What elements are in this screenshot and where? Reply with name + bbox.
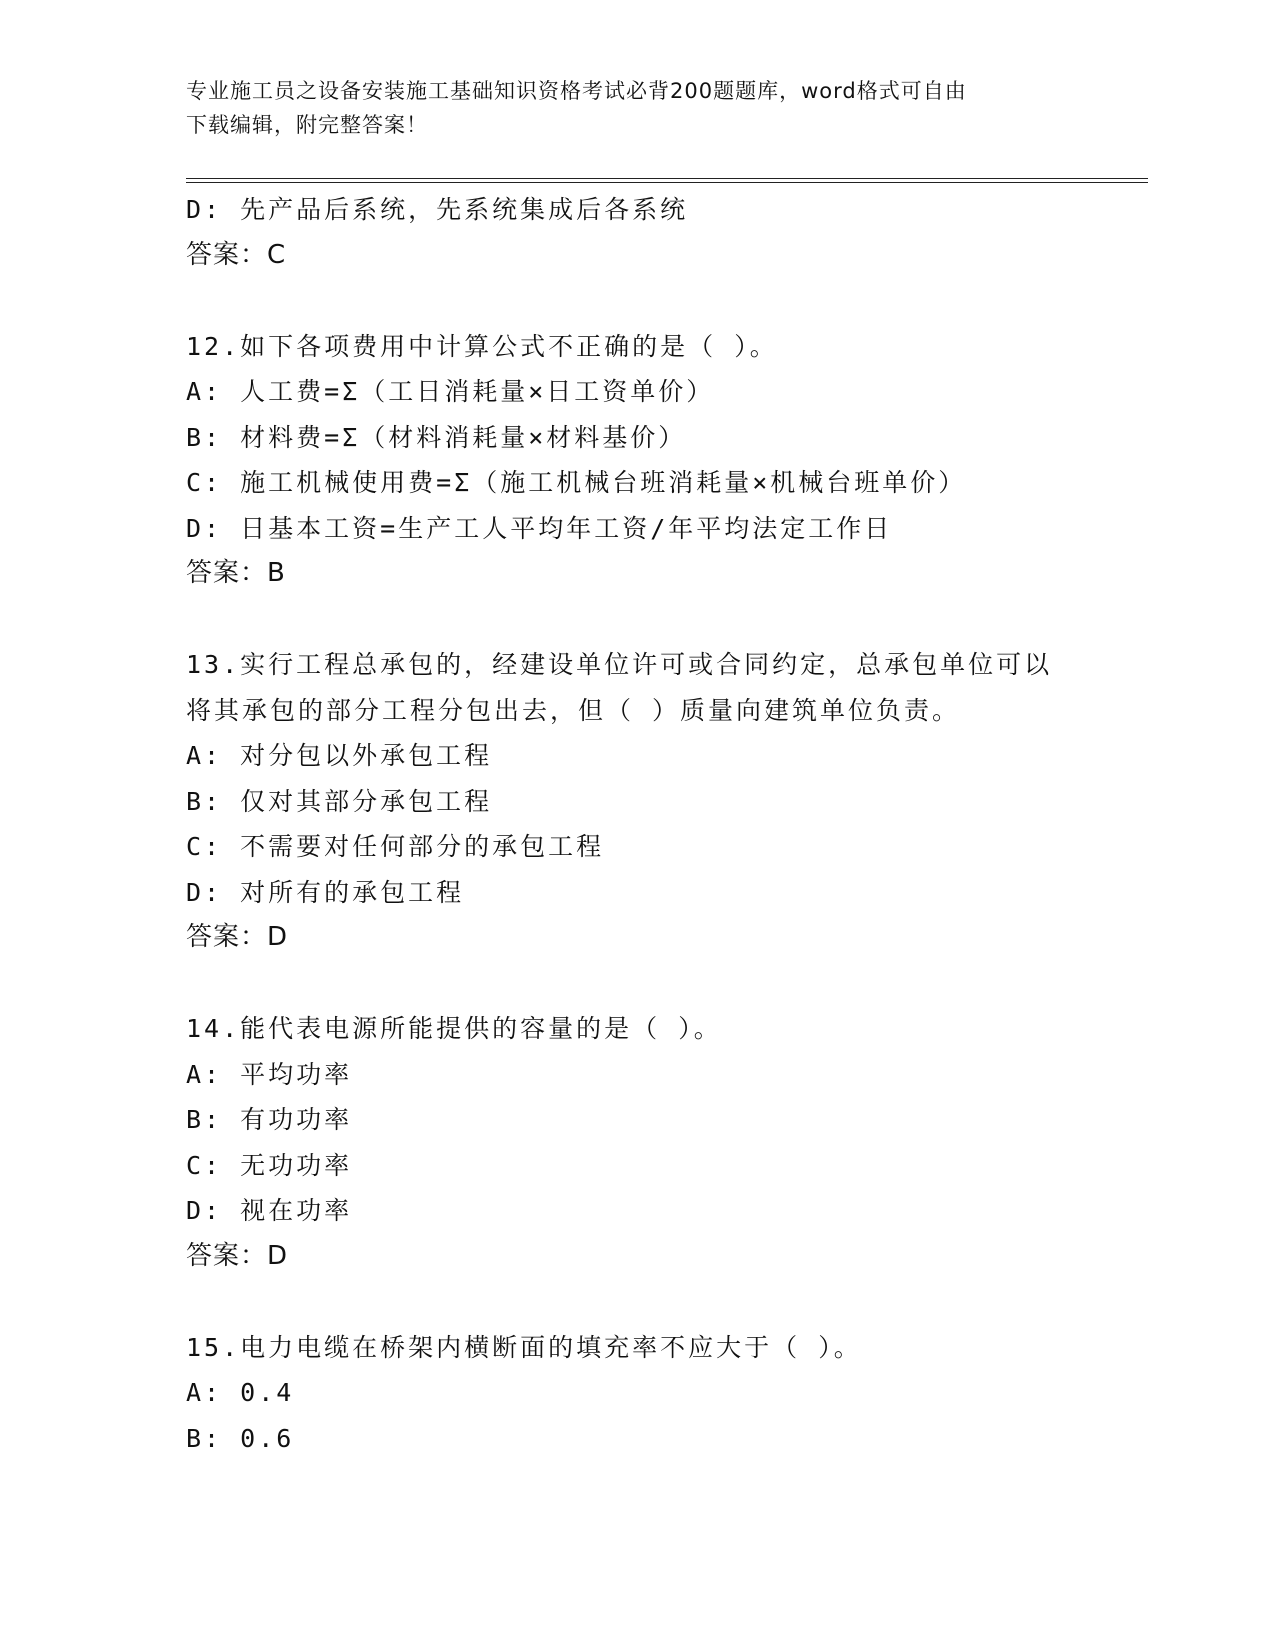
option-d: D: 先产品后系统，先系统集成后各系统 bbox=[186, 195, 689, 224]
header-divider bbox=[186, 178, 1148, 183]
answer-line: 答案：B bbox=[186, 558, 286, 588]
option-b: B: 仅对其部分承包工程 bbox=[186, 786, 493, 816]
option-a: A: 对分包以外承包工程 bbox=[186, 741, 493, 770]
question-15 bbox=[186, 1325, 1086, 1462]
answer-line: 答案：D bbox=[186, 922, 289, 952]
question-stem: 12.如下各项费用中计算公式不正确的是（ ）。 bbox=[186, 331, 778, 361]
option-b: B: 0.6 bbox=[186, 1423, 295, 1453]
answer-line: 答案：D bbox=[186, 1240, 289, 1271]
answer-line: 答案：C bbox=[186, 239, 287, 270]
option-b: B: 有功功率 bbox=[186, 1105, 353, 1134]
question-14 bbox=[186, 1006, 1086, 1279]
question-fragment bbox=[186, 187, 1086, 278]
question-stem-line-2: 将其承包的部分工程分包出去，但（ ）质量向建筑单位负责。 bbox=[186, 695, 961, 725]
question-list bbox=[186, 187, 1086, 1461]
option-c: C: 无功功率 bbox=[186, 1150, 353, 1180]
option-a: A: 平均功率 bbox=[186, 1059, 353, 1089]
document-header bbox=[186, 74, 1066, 142]
question-stem: 14.能代表电源所能提供的容量的是（ ）。 bbox=[186, 1014, 722, 1043]
option-c: C: 施工机械使用费=Σ（施工机械台班消耗量×机械台班单价） bbox=[186, 468, 967, 497]
question-12 bbox=[186, 324, 1086, 597]
option-c: C: 不需要对任何部分的承包工程 bbox=[186, 832, 605, 861]
question-13 bbox=[186, 642, 1086, 961]
option-d: D: 日基本工资=生产工人平均年工资/年平均法定工作日 bbox=[186, 513, 893, 543]
option-d: D: 视在功率 bbox=[186, 1196, 353, 1225]
option-a: A: 0.4 bbox=[186, 1378, 295, 1407]
option-d: D: 对所有的承包工程 bbox=[186, 877, 465, 907]
header-title-line-2: 下载编辑，附完整答案！ bbox=[186, 113, 428, 137]
header-title-line-1: 专业施工员之设备安装施工基础知识资格考试必背200题题库，word格式可自由 bbox=[186, 79, 967, 103]
option-a: A: 人工费=Σ（工日消耗量×日工资单价） bbox=[186, 377, 715, 406]
option-b: B: 材料费=Σ（材料消耗量×材料基价） bbox=[186, 422, 687, 452]
question-stem: 15.电力电缆在桥架内横断面的填充率不应大于（ ）。 bbox=[186, 1332, 862, 1362]
question-stem-line-1: 13.实行工程总承包的，经建设单位许可或合同约定，总承包单位可以 bbox=[186, 650, 1053, 679]
